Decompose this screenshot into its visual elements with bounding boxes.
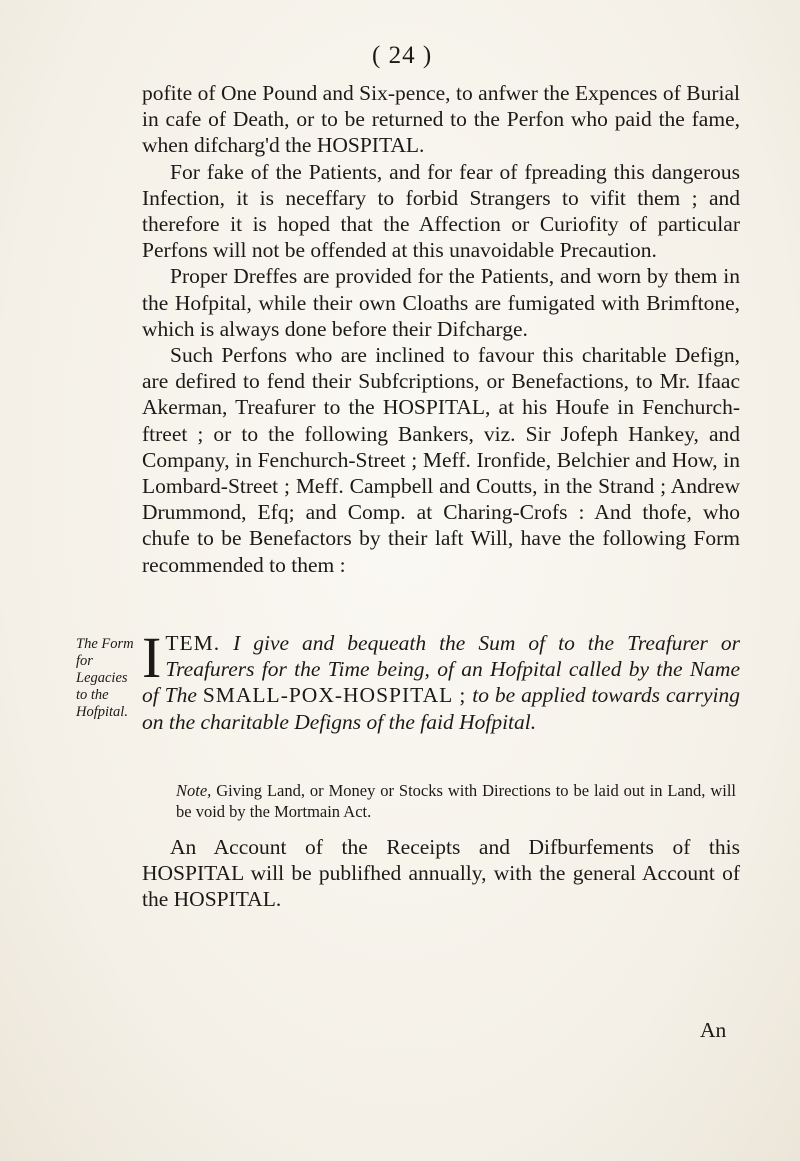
page-number: ( 24 ) [372, 42, 433, 69]
account-block [142, 834, 740, 913]
margin-note: The Form for Legacies to the Hofpital. [76, 636, 134, 720]
item-head: TEM. [165, 631, 221, 655]
item-text-1: I give and bequeath the Sum of [233, 631, 546, 655]
note-label: Note, [176, 781, 212, 800]
paragraph-burial: pofite of One Pound and Six-pence, to anfwer the Expences of Burial in cafe of Death, or to be returned to the Perfon who paid the fame, when difcharg'd the HOSPITAL. [142, 81, 740, 158]
mortmain-note [176, 780, 736, 822]
paragraph-strangers: For fake of the Patients, and for fear of fpreading this dangerous Infection, it is neceffary to forbid Strangers to vifit them ; and therefore it is hoped that the Affection or Curiofity of particular Perfons will not be offended at this unavoidable Precaution. [142, 159, 740, 263]
item-text-3: to be applied towards carrying on the charitable Defigns of the faid Hofpital. [142, 683, 740, 734]
main-text [142, 80, 740, 578]
catchword: An [700, 1018, 727, 1042]
hospital-name: SMALL-POX-HOSPITAL ; [202, 683, 467, 708]
paragraph-subscriptions: Such Perfons who are inclined to favour this charitable Defign, are defired to fend their Subfcriptions, or Benefactions, to Mr. Ifaac Akerman, Treafurer to the HOSPITAL, at his Houfe in Fenchurch-ftreet ; or to the following Bankers, viz. Sir Jofeph Hankey, and Company, in Fenchurch-Street ; Meff. Ironfide, Belchier and How, in Lombard-Street ; Meff. Campbell and Coutts, in the Strand ; Andrew Drummond, Efq; and Comp. at Charing-Crofs : And thofe, who chufe to be Benefactors by their laft Will, have the following Form recommended to them : [142, 343, 740, 577]
paragraph-dresses: Proper Dreffes are provided for the Patients, and worn by them in the Hofpital, while their own Cloaths are fumigated with Brimftone, which is always done before their Difcharge. [142, 264, 740, 341]
paragraph-account: An Account of the Receipts and Difburfements of this HOSPITAL will be publifhed annually, with the general Account of the HOSPITAL. [142, 835, 740, 912]
note-text: Giving Land, or Money or Stocks with Directions to be laid out in Land, will be void by the Mortmain Act. [176, 781, 736, 821]
legacy-form [142, 625, 741, 735]
item-text-2: to the Treafurer or Treafurers for the Time being, of an Hofpital called by the Name of The [142, 631, 741, 708]
drop-cap: I [142, 625, 162, 690]
